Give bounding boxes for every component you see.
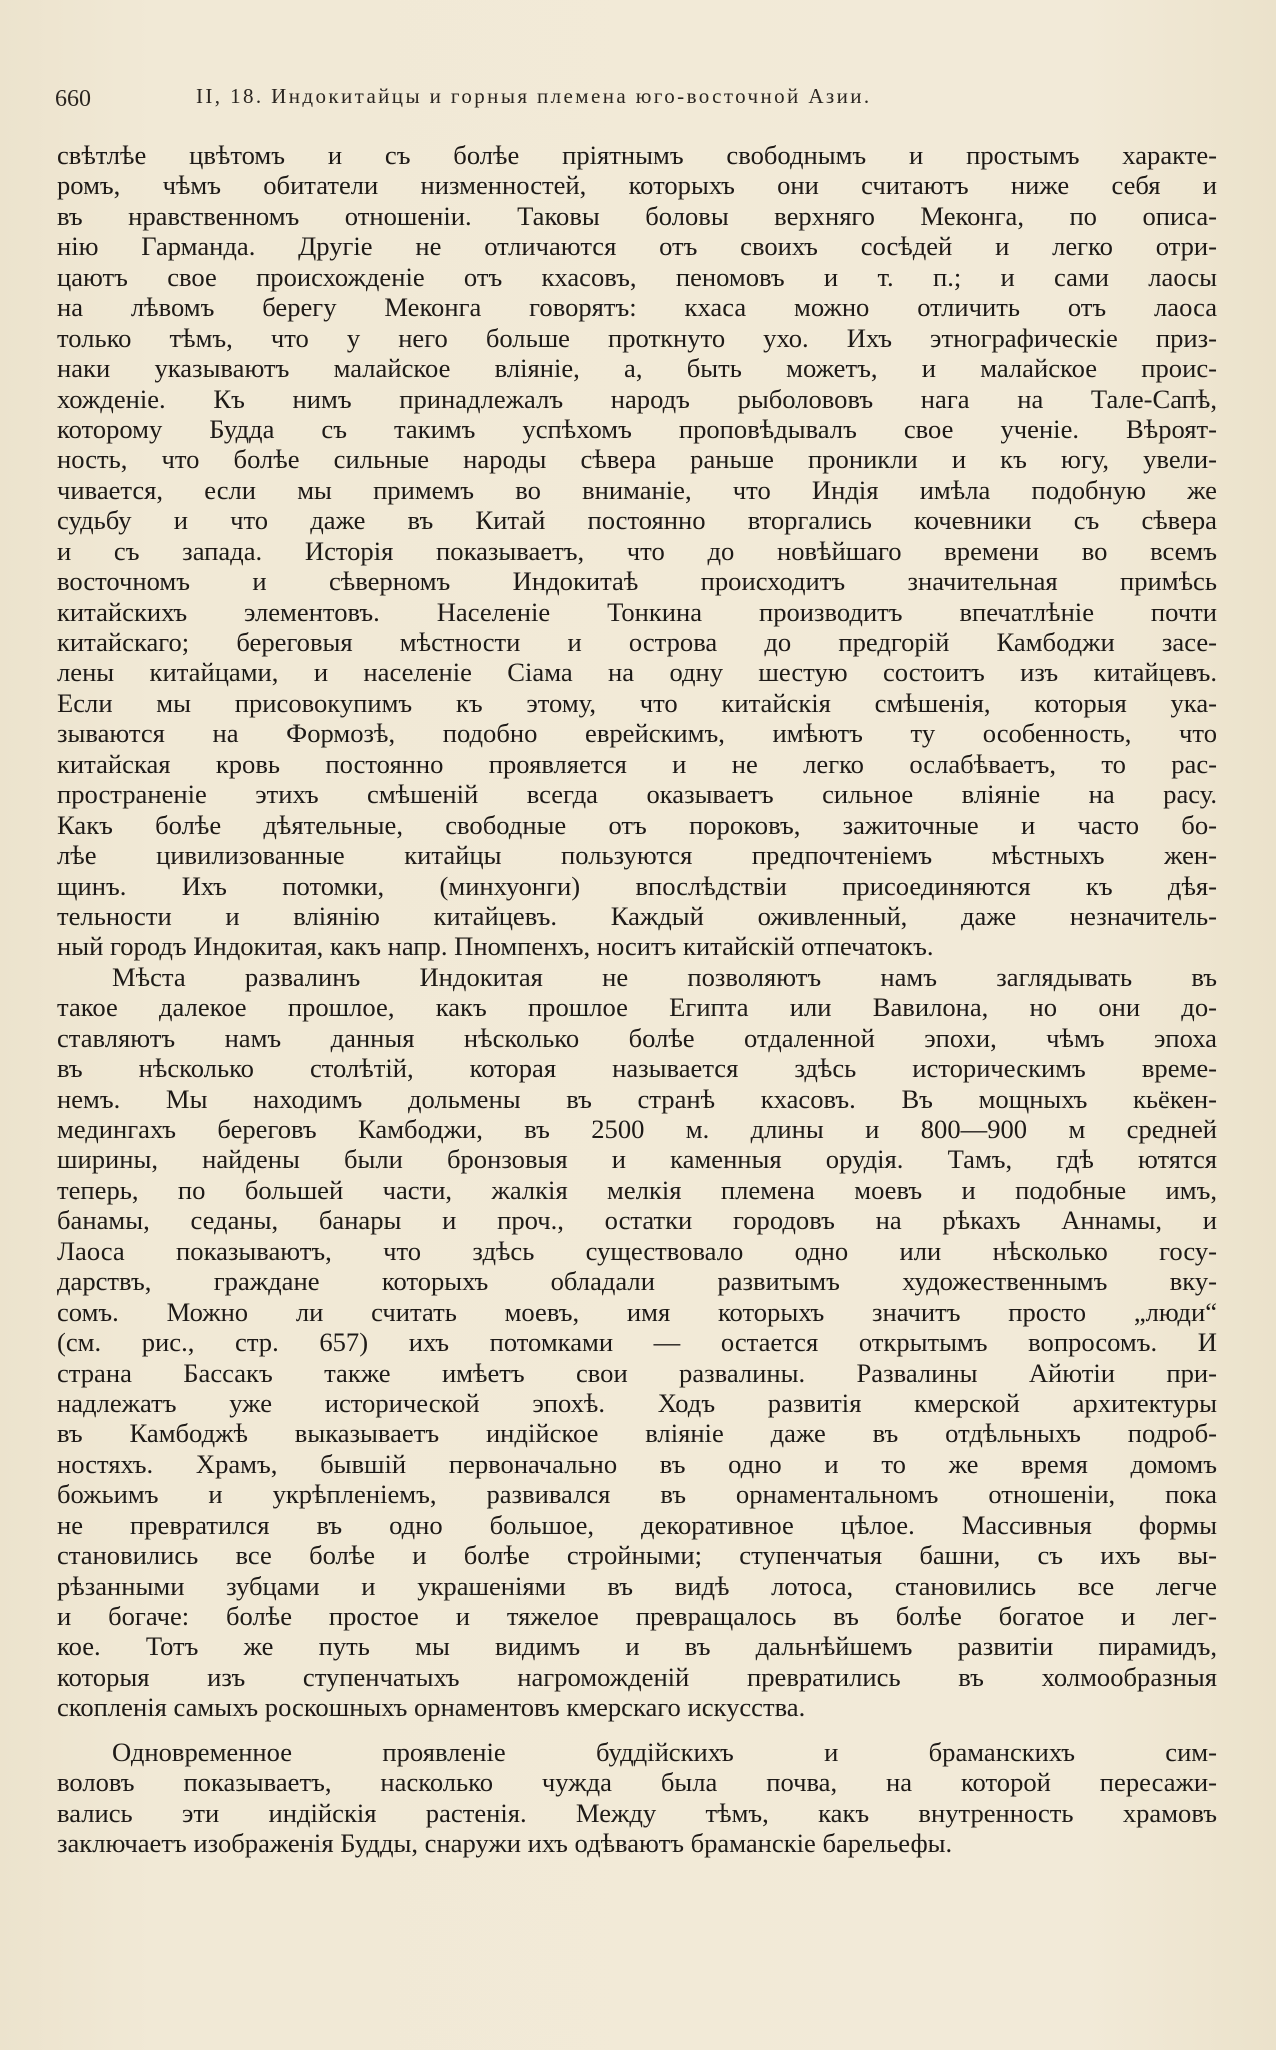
text-line: медингахъ береговъ Камбоджи, въ 2500 м. длины и 800—900 м средней [57, 1114, 1217, 1144]
text-line: Лаоса показываютъ, что здѣсь существовало одно или нѣсколько госу- [57, 1235, 1217, 1266]
text-line: цаютъ свое происхожденіе отъ кхасовъ, пеномовъ и т. п.; и сами лаосы [57, 261, 1217, 292]
text-line: ность, что болѣе сильные народы сѣвера раньше проникли и къ югу, увели- [57, 444, 1217, 475]
text-line: которому Будда съ такимъ успѣхомъ проповѣдывалъ свое ученіе. Вѣроят- [57, 413, 1217, 444]
text-line: лѣе цивилизованные китайцы пользуются предпочтеніемъ мѣстныхъ жен- [57, 840, 1217, 871]
text-line: немъ. Мы находимъ дольмены въ странѣ кхасовъ. Въ мощныхъ кьёкен- [57, 1083, 1217, 1114]
paragraph [57, 140, 1217, 962]
text-line: Мѣста развалинъ Индокитая не позволяютъ намъ заглядывать въ [112, 961, 1217, 992]
paragraph [57, 962, 1217, 1723]
text-line: наки указываютъ малайское вліяніе, а, быть можетъ, и малайское проис- [57, 353, 1217, 384]
text-line: которыя изъ ступенчатыхъ нагроможденій превратились въ холмообразныя [57, 1661, 1217, 1692]
text-line: Одновременное проявленіе буддійскихъ и браманскихъ сим- [112, 1736, 1217, 1767]
text-line: банамы, седаны, банары и проч., остатки городовъ на рѣкахъ Аннамы, и [57, 1205, 1217, 1236]
text-line: тельности и вліянію китайцевъ. Каждый оживленный, даже незначитель- [57, 900, 1217, 931]
text-line: воловъ показываетъ, насколько чужда была почва, на которой пересажи- [57, 1767, 1217, 1798]
text-line: скопленія самыхъ роскошныхъ орнаментовъ кмерскаго искусства. [57, 1692, 806, 1723]
text-line: ностяхъ. Храмъ, бывшій первоначально въ одно и то же время домомъ [57, 1448, 1217, 1479]
text-line: ный городъ Индокитая, какъ напр. Пномпенхъ, носитъ китайскій отпечатокъ. [57, 931, 934, 962]
text-line: ставляютъ намъ данныя нѣсколько болѣе отдаленной эпохи, чѣмъ эпоха [57, 1022, 1217, 1053]
text-line: ромъ, чѣмъ обитатели низменностей, которыхъ они считаютъ ниже себя и [57, 170, 1217, 201]
text-line: свѣтлѣе цвѣтомъ и съ болѣе пріятнымъ свободнымъ и простымъ характе- [57, 140, 1217, 170]
text-line: въ нравственномъ отношеніи. Таковы боловы верхняго Меконга, по описа- [57, 200, 1217, 231]
text-line: чивается, если мы примемъ во вниманіе, что Индія имѣла подобную же [57, 474, 1217, 505]
text-line: въ Камбоджѣ выказываетъ индійское вліяніе даже въ отдѣльныхъ подроб- [57, 1418, 1217, 1449]
page-number: 660 [55, 86, 91, 112]
text-line: въ нѣсколько столѣтій, которая называется здѣсь историческимъ време- [57, 1053, 1217, 1084]
text-line: (см. рис., стр. 657) ихъ потомками — остается открытымъ вопросомъ. И [57, 1327, 1217, 1358]
text-line: вались эти индійскія растенія. Между тѣмъ, какъ внутренность храмовъ [57, 1797, 1217, 1828]
text-line: Если мы присовокупимъ къ этому, что китайскія смѣшенія, которыя ука- [57, 687, 1217, 718]
text-line: китайская кровь постоянно проявляется и не легко ослабѣваетъ, то рас- [57, 748, 1217, 779]
text-line: только тѣмъ, что у него больше проткнуто ухо. Ихъ этнографическіе приз- [57, 322, 1217, 353]
text-line: страна Бассакъ также имѣетъ свои развалины. Развалины Айютіи при- [57, 1357, 1217, 1388]
text-line: нію Гарманда. Другіе не отличаются отъ своихъ сосѣдей и легко отри- [57, 231, 1217, 262]
running-title: II, 18. Индокитайцы и горныя племена юго-восточной Азии. [196, 84, 872, 108]
text-line: заключаетъ изображенія Будды, снаружи ихъ одѣваютъ браманскіе барельефы. [57, 1828, 953, 1859]
text-line: становились все болѣе и болѣе стройными; ступенчатыя башни, съ ихъ вы- [57, 1540, 1217, 1571]
text-line: рѣзанными зубцами и украшеніями въ видѣ лотоса, становились все легче [57, 1570, 1217, 1601]
text-line: дарствъ, граждане которыхъ обладали развитымъ художественнымъ вку- [57, 1266, 1217, 1297]
text-line: на лѣвомъ берегу Меконга говорятъ: кхаса можно отличить отъ лаоса [57, 292, 1217, 323]
text-line: лены китайцами, и населеніе Сіама на одну шестую состоитъ изъ китайцевъ. [57, 657, 1217, 688]
page-header [55, 84, 1230, 112]
body-text [57, 140, 1217, 1859]
paragraph-gap [57, 1723, 1217, 1737]
text-line: и съ запада. Исторія показываетъ, что до новѣйшаго времени во всемъ [57, 535, 1217, 566]
text-line: кое. Тотъ же путь мы видимъ и въ дальнѣйшемъ развитіи пирамидъ, [57, 1631, 1217, 1662]
text-line: надлежатъ уже исторической эпохѣ. Ходъ развитія кмерской архитектуры [57, 1387, 1217, 1418]
paragraph [57, 1737, 1217, 1859]
text-line: не превратился въ одно большое, декоративное цѣлое. Массивныя формы [57, 1509, 1217, 1540]
text-line: судьбу и что даже въ Китай постоянно вторгались кочевники съ сѣвера [57, 505, 1217, 536]
text-line: китайскихъ элементовъ. Населеніе Тонкина производитъ впечатлѣніе почти [57, 596, 1217, 627]
text-line: теперь, по большей части, жалкія мелкія племена моевъ и подобные имъ, [57, 1174, 1217, 1205]
text-line: восточномъ и сѣверномъ Индокитаѣ происходитъ значительная примѣсь [57, 566, 1217, 597]
text-line: зываются на Формозѣ, подобно еврейскимъ, имѣютъ ту особенность, что [57, 718, 1217, 749]
text-line: пространеніе этихъ смѣшеній всегда оказываетъ сильное вліяніе на расу. [57, 779, 1217, 810]
text-line: Какъ болѣе дѣятельные, свободные отъ пороковъ, зажиточные и часто бо- [57, 809, 1217, 840]
text-line: божьимъ и укрѣпленіемъ, развивался въ орнаментальномъ отношеніи, пока [57, 1479, 1217, 1510]
text-line: китайскаго; береговыя мѣстности и острова до предгорій Камбоджи засе- [57, 627, 1217, 657]
text-line: такое далекое прошлое, какъ прошлое Египта или Вавилона, но они до- [57, 992, 1217, 1023]
text-line: ширины, найдены были бронзовыя и каменныя орудія. Тамъ, гдѣ ютятся [57, 1144, 1217, 1175]
text-line: хожденіе. Къ нимъ принадлежалъ народъ рыболововъ нага на Тале-Сапѣ, [57, 383, 1217, 414]
text-line: щинъ. Ихъ потомки, (минхуонги) впослѣдствіи присоединяются къ дѣя- [57, 870, 1217, 901]
text-line: сомъ. Можно ли считать моевъ, имя которыхъ значитъ просто „люди“ [57, 1296, 1217, 1327]
text-line: и богаче: болѣе простое и тяжелое превращалось въ болѣе богатое и лег- [57, 1601, 1217, 1631]
